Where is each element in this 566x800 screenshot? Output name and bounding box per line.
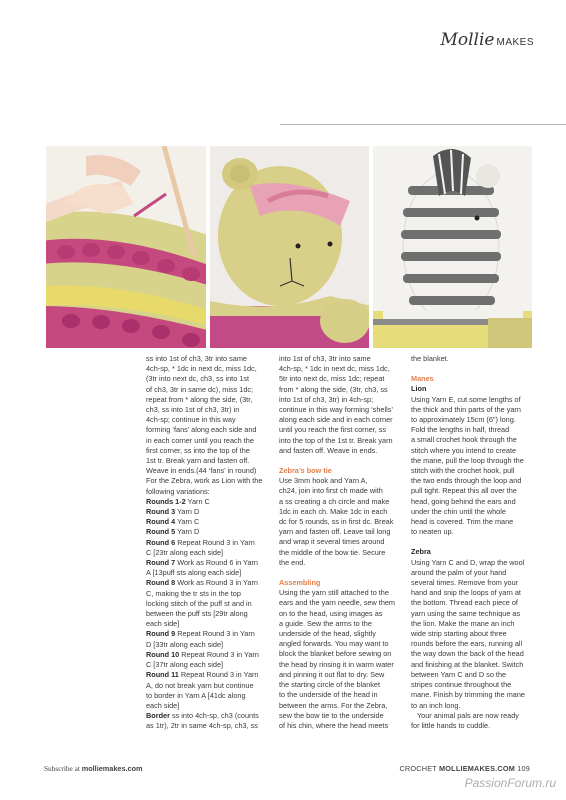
col2c-line: ears and the yarn needle, sew them — [279, 598, 396, 608]
col2b-line: and wrap it several times around — [279, 537, 385, 547]
col3c-line: hand and snip the loops of yarn at — [411, 588, 521, 598]
photo-blanket — [46, 146, 206, 348]
article-body — [146, 354, 534, 754]
lion-illustration — [210, 146, 370, 348]
round-row — [146, 650, 274, 660]
round-row — [146, 578, 274, 588]
round-text: Repeat Round 3 in Yarn — [175, 537, 255, 547]
blanket-illustration — [46, 146, 206, 348]
heading-bowtie: Zebra’s bow tie — [279, 466, 332, 476]
col3c-line: rounds before the ears, running all — [411, 639, 523, 649]
col1b-line-6: between the puff sts [29tr along — [146, 609, 248, 619]
photo-strip — [46, 146, 532, 348]
col3c-line: the lion. Make the mane an inch — [411, 618, 515, 628]
round-label: Round 11 — [146, 670, 179, 680]
round-text: ss into 4ch-sp, ch3 (counts — [171, 711, 259, 721]
col3c-line: between Yarn C and D so the — [411, 669, 507, 679]
col3c-line: the way down the back of the head — [411, 649, 524, 659]
col3c-line: mane. Finish by trimming the mane — [411, 690, 525, 700]
round-row — [146, 558, 274, 568]
round-text: Repeat Round 3 in Yarn — [177, 629, 255, 639]
round-text: Yarn D — [175, 527, 200, 537]
col1-line-7: forming ‘fans’ along each side and — [146, 425, 257, 435]
col1-line-6: 4ch-sp; continue in this way — [146, 415, 236, 425]
col2a-line: from * along the side, (3tr, ch3, ss — [279, 384, 388, 394]
round-row — [146, 507, 274, 517]
col1b-line-15: each side] — [146, 700, 180, 710]
photo-zebra — [373, 146, 532, 348]
col3b-line: Using Yarn E, cut some lengths of — [411, 394, 521, 404]
brand-script: Mollie — [440, 30, 495, 50]
round-label: Round 5 — [146, 527, 176, 537]
round-text: Repeat Round 3 in Yarn — [181, 649, 259, 659]
col2b-line: dc for 5 rounds, ss in first dc. Break — [279, 517, 394, 527]
col3b-line: head, going behind the ears and — [411, 496, 516, 506]
col2b-line: ch24, join into first ch made with — [279, 486, 383, 496]
col3c-line: to an inch long. — [411, 700, 461, 710]
col3b-line: head is covered. Trim the mane — [411, 517, 514, 527]
col1-line-9: first corner, ss into the top of the — [146, 445, 250, 455]
col3c-line: stripes continue throughout the — [411, 680, 512, 690]
col2c-line: on to the head, using images as — [279, 608, 383, 618]
footer-subscribe — [44, 764, 143, 773]
round-text: Work as Round 3 in Yarn — [177, 578, 258, 588]
col2c-line: the starting circle of the blanket — [279, 680, 380, 690]
col1b-line-7: each side] — [146, 619, 180, 629]
col3b-line: stitch with the crochet hook, pull — [411, 466, 515, 476]
border-label: Border — [146, 711, 170, 721]
col1-line-8: in each corner until you reach the — [146, 435, 254, 445]
round-row — [146, 629, 274, 639]
watermark: PassionForum.ru — [464, 776, 556, 790]
col2c-line: the head by rinsing it in warm water — [279, 659, 394, 669]
col1b-line-5: locking stitch of the puff st and in — [146, 598, 252, 608]
round-row — [146, 538, 274, 548]
round-label: Round 6 — [146, 537, 176, 547]
footer-section: CROCHET — [399, 764, 440, 773]
col3b-line: to neaten up. — [411, 527, 454, 537]
brand-caps: MAKES — [496, 37, 534, 48]
zebra-illustration — [373, 146, 532, 348]
column-2 — [279, 354, 407, 731]
round-label: Round 4 — [146, 517, 176, 527]
col3c-line: several times. Remove from your — [411, 578, 519, 588]
col2b-line: yarn and fasten off. Leave tail long — [279, 527, 391, 537]
col3c-line: Your animal pals are now ready — [411, 710, 519, 720]
col2a-line: 4ch-sp, * 1dc in next dc, miss 1dc, — [279, 364, 390, 374]
col3c-line: for little hands to cuddle. — [411, 720, 491, 730]
heading-manes: Manes — [411, 374, 434, 384]
col2a-line: along each side and in each corner — [279, 415, 393, 425]
col3b-line: stitch where you intend to create — [411, 445, 517, 455]
subheading-zebra: Zebra — [411, 547, 431, 557]
col2a-line: into 1st of ch3, 3tr) in 4ch-sp; — [279, 394, 374, 404]
col2c-line: between the arms. For the Zebra, — [279, 700, 388, 710]
col2c-line: of his chin, where the head meets — [279, 720, 389, 730]
col2b-line: Use 3mm hook and Yarn A, — [279, 476, 368, 486]
col2c-line: underside of the head, slightly — [279, 629, 376, 639]
col1-line-3: of ch3, 3tr in same dc), miss 1dc; — [146, 384, 254, 394]
col1-line-0: ss into 1st of ch3, 3tr into same — [146, 354, 247, 363]
col2b-line: 1dc in each ch. Make 1dc in each — [279, 506, 388, 516]
round-label: Round 9 — [146, 629, 176, 639]
col2c-line: sew the bow tie to the underside — [279, 710, 384, 720]
footer-site: MOLLIEMAKES.COM — [439, 764, 515, 773]
col1-line-11: Weave in ends.(44 ‘fans’ in round) — [146, 466, 257, 476]
col1b-line-4: C, making the tr sts in the top — [146, 588, 241, 598]
round-text: Yarn C — [175, 517, 200, 527]
col1b-line-17: as 1tr), 2tr in same 4ch-sp, ch3, ss — [146, 721, 258, 731]
col3b-line: the two ends through the loop and — [411, 476, 522, 486]
col2b-line: the middle of the bow tie. Secure — [279, 547, 386, 557]
col1b-line-11: C [37tr along each side] — [146, 660, 224, 670]
col2a-line: 5tr into next dc, miss 1dc; repeat — [279, 374, 385, 384]
col2c-line: to the underside of the head in — [279, 690, 378, 700]
round-text: Work as Round 6 in Yarn — [177, 558, 258, 568]
col1-line-10: 1st tr. Break yarn and fasten off. — [146, 456, 250, 466]
col2c-line: angled forwards. You may want to — [279, 639, 389, 649]
col2c-line: Using the yarn still attached to the — [279, 588, 389, 598]
col3c-line: yarn using the same technique as — [411, 608, 521, 618]
col1-line-1: 4ch-sp, * 1dc in next dc, miss 1dc, — [146, 364, 257, 374]
round-text: Yarn C — [185, 496, 210, 506]
round-label: Round 10 — [146, 649, 180, 659]
col3a-line: the blanket. — [411, 354, 449, 363]
brand-logo — [440, 30, 534, 50]
round-row — [146, 497, 274, 507]
round-row — [146, 527, 274, 537]
col3c-line: the bottom. Thread each piece of — [411, 598, 518, 608]
round-row — [146, 517, 274, 527]
col3b-line: Fold the lengths in half, thread — [411, 425, 510, 435]
col2c-line: a guide. Sew the arms to the — [279, 618, 372, 628]
col2a-line: into the top of the 1st tr. Break yarn — [279, 435, 393, 445]
col1-line-2: (3tr into next dc, ch3, ss into 1st — [146, 374, 250, 384]
col1-line-12: For the Zebra, work as Lion with the — [146, 476, 263, 486]
col1b-line-9: D [33tr along each side] — [146, 639, 224, 649]
col2a-line: into 1st of ch3, 3tr into same — [279, 354, 371, 363]
col3b-line: a small crochet hook through the — [411, 435, 517, 445]
col3b-line: the mane, pull the loop through the — [411, 455, 524, 465]
column-3 — [411, 354, 536, 731]
col1-line-5: ch3, ss into 1st of ch3, 3tr) in — [146, 405, 240, 415]
col1b-line-2: A [13puff sts along each side] — [146, 568, 242, 578]
round-label: Round 7 — [146, 558, 176, 568]
round-label: Round 8 — [146, 578, 176, 588]
footer-subscribe-link[interactable]: molliemakes.com — [81, 764, 143, 773]
round-text: Repeat Round 3 in Yarn — [180, 670, 259, 680]
col2b-line: the end. — [279, 557, 306, 567]
round-label: Rounds 1-2 — [146, 496, 186, 506]
col2a-line: until you reach the first corner, ss — [279, 425, 387, 435]
col3b-line: pull tight. Repeat this all over the — [411, 486, 517, 496]
col3b-line: the thick and thin parts of the yarn — [411, 404, 521, 414]
col1-line-13: following variations: — [146, 486, 210, 496]
round-label: Round 3 — [146, 507, 176, 517]
col1b-line-14: to border in Yarn A [41dc along — [146, 690, 246, 700]
col2a-line: and fasten off. Weave in ends. — [279, 445, 378, 455]
subheading-lion: Lion — [411, 384, 427, 394]
footer-subscribe-prefix: Subscribe at — [44, 764, 82, 773]
col3b-line: under the chin until the whole — [411, 506, 506, 516]
col2c-line: and pinning it out flat to dry. Sew — [279, 669, 385, 679]
col3b-line: to approximately 15cm (6") long. — [411, 415, 516, 425]
col3c-line: and finishing at the blanket. Switch — [411, 659, 524, 669]
col2b-line: a ss creating a ch circle and make — [279, 496, 390, 506]
col3c-line: wide strip starting about three — [411, 629, 507, 639]
col2c-line: block the blanket before sewing on — [279, 649, 392, 659]
col3c-line: around the palm of your hand — [411, 567, 507, 577]
round-row — [146, 670, 274, 680]
page-number: 109 — [514, 764, 530, 773]
col2a-line: continue in this way forming ‘shells’ — [279, 405, 393, 415]
round-row — [146, 711, 274, 721]
column-1 — [146, 354, 274, 732]
heading-assembling: Assembling — [279, 578, 321, 588]
col1b-line-0: C [23tr along each side] — [146, 547, 224, 557]
col3c-line: Using Yarn C and D, wrap the wool — [411, 557, 525, 567]
photo-lion — [210, 146, 370, 348]
footer-folio — [399, 764, 530, 773]
col1b-line-13: A, do not break yarn but continue — [146, 680, 254, 690]
col1-line-4: repeat from * along the side, (3tr, — [146, 394, 253, 404]
round-text: Yarn D — [175, 507, 200, 517]
header-rule — [280, 124, 566, 125]
